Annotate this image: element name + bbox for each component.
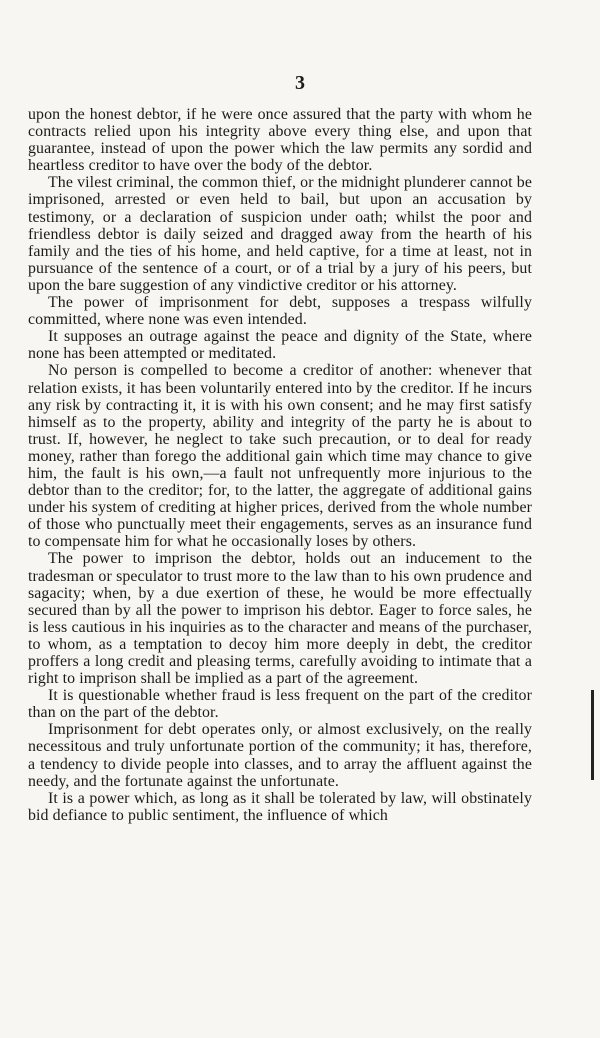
paragraph: It is a power which, as long as it shall be tolerated by law, will obstinately bid defiance to public sentiment, the influence of which	[28, 789, 532, 824]
paragraph: The vilest criminal, the common thief, or the midnight plunderer cannot be imprisoned, arrested or even held to bail, but upon an accusation by testimony, or a declaration of suspicion under oath; whilst the poor and friendless debtor is daily seized and dragged away from the hearth of his family and the ties of his home, and held captive, for a time at least, not in pursuance of the sentence of a court, or of a trial by a jury of his peers, but upon the bare suggestion of any vindictive creditor or his attorney.	[28, 174, 532, 294]
paragraph: upon the honest debtor, if he were once assured that the party with whom he contracts relied upon his integrity above every thing else, and upon that guarantee, instead of upon the power which the law permits any sordid and heartless creditor to have over the body of the debtor.	[28, 106, 532, 175]
paragraph: No person is compelled to become a creditor of another: whenever that relation exists, it has been voluntarily entered into by the creditor. If he incurs any risk by contracting it, it is with his own consent; and he may first satisfy himself as to the property, ability and integrity of the party he is about to trust. If, however, he neglect to take such precaution, or to deal for ready money, rather than forego the additional gain which time may chance to give him, the fault is his own,—a fault not unfrequently more injurious to the debtor than to the creditor; for, to the latter, the aggregate of additional gains under his system of crediting at higher prices, derived from the whole number of those who punctually meet their engagements, serves as an insurance fund to compensate him for what he occasionally loses by others.	[28, 362, 532, 551]
paragraph: The power to imprison the debtor, holds out an inducement to the tradesman or speculator to trust more to the law than to his own prudence and sagacity; when, by a due exertion of these, he would be more effectually secured than by all the power to imprison his debtor. Eager to force sales, he is less cautious in his inquiries as to the character and means of the purchaser, to whom, as a temptation to decoy him more deeply in debt, the creditor proffers a long credit and pleasing terms, carefully avoiding to intimate that a right to imprison shall be implied as a part of the agreement.	[28, 550, 532, 688]
paragraph: Imprisonment for debt operates only, or almost exclusively, on the really necessitous and truly unfortunate portion of the community; it has, therefore, a tendency to divide people into classes, and to array the affluent against the needy, and the fortunate against the unfortunate.	[28, 721, 532, 790]
paragraph: It is questionable whether fraud is less frequent on the part of the creditor than on the part of the debtor.	[28, 687, 532, 722]
scan-edge-mark	[591, 690, 594, 780]
page-number: 3	[295, 72, 305, 94]
paragraph: The power of imprisonment for debt, supposes a trespass wilfully committed, where none was even intended.	[28, 294, 532, 329]
body-text	[28, 106, 532, 824]
paragraph: It supposes an outrage against the peace and dignity of the State, where none has been attempted or meditated.	[28, 328, 532, 363]
